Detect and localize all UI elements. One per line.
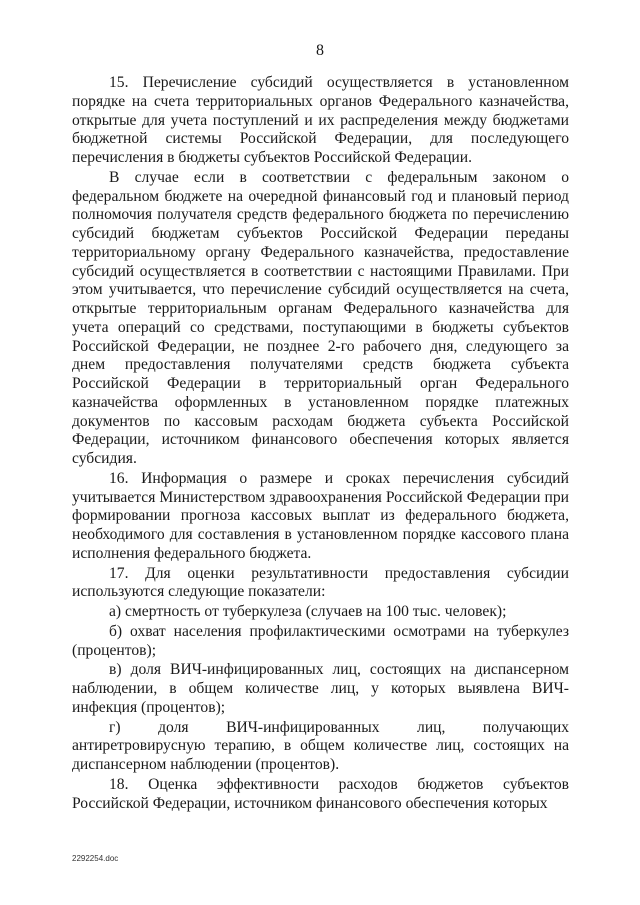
paragraph-15-continued: В случае если в соответствии с федеральным законом о федеральном бюджете на очередной финансовый год и плановый период полномочия получателя средств федерального бюджета по перечислению субсидий бюджетам субъектов Российской Федерации переданы территориальному органу Федерального казначейства, предоставление субсидий осуществляется в соответствии с настоящими Правилами. При этом учитывается, что перечисление субсидий осуществляется на счета, открытые территориальным органам Федерального казначейства для учета операций со средствами, поступающими в бюджеты субъектов Российской Федерации, не позднее 2-го рабочего дня, следующего за днем предоставления получателями средств бюджета субъекта Российской Федерации в территориальный орган Федерального казначейства оформленных в установленном порядке платежных документов по кассовым расходам бюджета субъекта Российской Федерации, источником финансового обеспечения которых является субсидия. <box>72 168 569 467</box>
paragraph-16: 16. Информация о размере и сроках перечисления субсидий учитывается Министерством здравоохранения Российской Федерации при формировании прогноза кассовых выплат из федерального бюджета, необходимого для составления в установленном порядке кассового плана исполнения федерального бюджета. <box>72 469 569 562</box>
paragraph-15: 15. Перечисление субсидий осуществляется в установленном порядке на счета территориальных органов Федерального казначейства, открытые для учета поступлений и их распределения между бюджетами бюджетной системы Российской Федерации, для последующего перечисления в бюджеты субъектов Российской Федерации. <box>72 74 569 166</box>
page-number: 8 <box>316 42 324 59</box>
paragraph-18: 18. Оценка эффективности расходов бюджетов субъектов Российской Федерации, источником финансового обеспечения которых <box>72 775 569 812</box>
document-body <box>72 74 569 814</box>
indicator-g: г) доля ВИЧ-инфицированных лиц, получающих антиретровирусную терапию, в общем количестве лиц, состоящих на диспансерном наблюдении (процентов). <box>72 718 569 773</box>
indicator-v: в) доля ВИЧ-инфицированных лиц, состоящих на диспансерном наблюдении, в общем количестве лиц, у которых выявлена ВИЧ-инфекция (процентов); <box>72 661 569 716</box>
indicator-b: б) охват населения профилактическими осмотрами на туберкулез (процентов); <box>72 622 569 659</box>
footer-filename: 2292254.doc <box>72 854 119 863</box>
indicator-a: а) смертность от туберкулеза (случаев на 100 тыс. человек); <box>109 603 507 620</box>
paragraph-17: 17. Для оценки результативности предоставления субсидии используются следующие показатели: <box>72 564 569 601</box>
